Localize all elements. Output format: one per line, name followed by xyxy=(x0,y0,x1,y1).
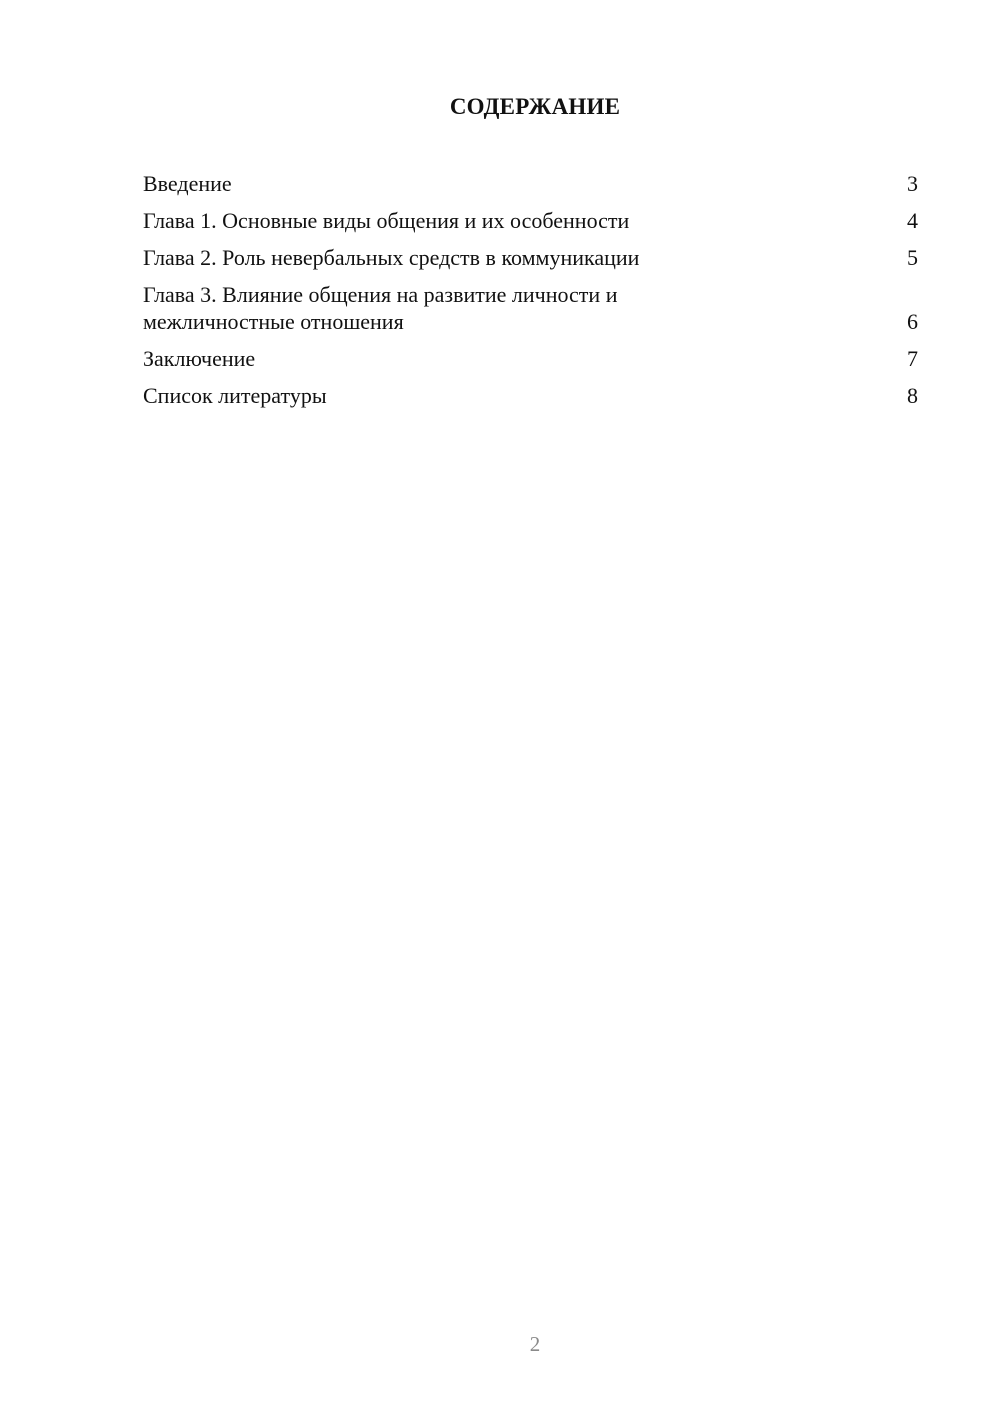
toc-entry-page: 4 xyxy=(907,208,918,233)
toc-entry-page: 5 xyxy=(907,245,918,270)
toc-entry[interactable] xyxy=(143,345,918,372)
toc-entry[interactable] xyxy=(143,244,918,271)
toc-entry[interactable] xyxy=(143,281,918,335)
toc-entry-label: Введение xyxy=(143,171,232,196)
toc-entry-page: 6 xyxy=(907,309,918,334)
toc-entry-label: Заключение xyxy=(143,346,256,371)
toc-entry-label: Глава 1. Основные виды общения и их особенности xyxy=(143,208,630,233)
toc-entry[interactable] xyxy=(143,170,918,197)
table-of-contents xyxy=(143,170,918,419)
page-number: 2 xyxy=(529,1332,541,1356)
toc-entry-label: Список литературы xyxy=(143,383,327,408)
toc-entry-page: 8 xyxy=(907,383,918,408)
toc-entry-page: 7 xyxy=(907,346,918,371)
toc-entry[interactable] xyxy=(143,207,918,234)
toc-entry-page: 3 xyxy=(907,171,918,196)
toc-entry-label: Глава 3. Влияние общения на развитие личности и межличностные отношения xyxy=(143,282,618,334)
toc-entry[interactable] xyxy=(143,382,918,409)
page-title: СОДЕРЖАНИЕ xyxy=(449,94,621,119)
toc-entry-label: Глава 2. Роль невербальных средств в коммуникации xyxy=(143,245,640,270)
